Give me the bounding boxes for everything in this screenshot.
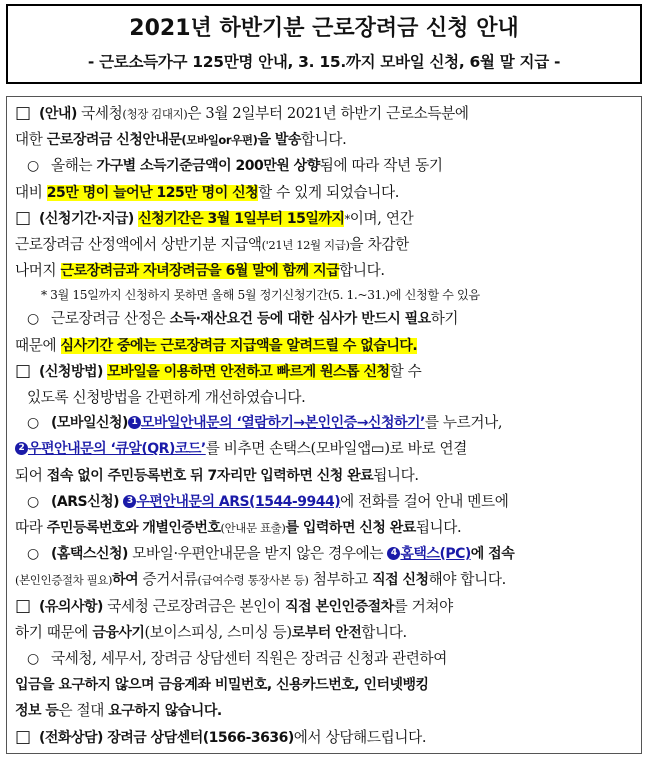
notice-body [6,96,642,754]
circle-bullet-icon: ○ [27,311,39,328]
circle-bullet-icon: ○ [27,415,39,432]
step-3-badge: 3 [123,495,136,508]
call-center-number: 장려금 상담센터(1566-3636) [107,729,294,746]
square-bullet-icon: □ [15,726,31,747]
section-caution: □ (유의사항) 국세청 근로장려금은 본인이 직접 본인인증절차를 거쳐야 하기 때문에 금융사기(보이스피싱, 스미싱 등)로부터 안전합니다. ○ 국세청, 세무서, 장려금 상담센터 직원은 장려금 신청과 관련하여 입금을 요구하지 않으며 금융계좌 비밀번호, 신용카드번호, 인터넷뱅킹 정보 등은 절대 요구하지 않습니다. [15,595,453,720]
qr-code-link[interactable]: 우편안내문의 ‘큐알(QR)코드’ [28,441,206,458]
square-bullet-icon: □ [15,360,31,381]
step-1-badge: 1 [128,416,141,429]
step-2-badge: 2 [15,442,28,455]
app-icon: ▭ [370,440,385,458]
page-title: 2021년 하반기분 근로장려금 신청 안내 [129,16,519,41]
circle-bullet-icon: ○ [27,546,39,563]
hometax-link[interactable]: 홈택스(PC) [400,546,471,563]
circle-bullet-icon: ○ [27,651,39,668]
section-period: □ (신청기간·지급) 신청기간은 3월 1일부터 15일까지*이며, 연간 근로장려금 산정액에서 상반기분 지급액('21년 12월 지급)을 차감한 나머지 근로장려금과 자녀장려금을 6월 말에 함께 지급합니다. * 3월 15일까지 신청하지 못하면 올해 5월 정기신청기간(5. 1.~31.)에 신청할 수 있음 ○ 근로장려금 산정은 소득·재산요건 등에 대한 심사가 반드시 필요하기 때문에 심사기간 중에는 근로장려금 지급액을 알려드릴 수 없습니다. [15,206,633,359]
highlight-review: 심사기간 중에는 근로장려금 지급액을 알려드릴 수 없습니다. [60,337,418,354]
circle-bullet-icon: ○ [27,493,39,510]
square-bullet-icon: □ [15,103,31,123]
ars-phone-link[interactable]: 우편안내문의 ARS(1544-9944) [136,493,341,510]
footnote: * 3월 15일까지 신청하지 못하면 올해 5월 정기신청기간(5. 1.~31.)에 신청할 수 있음 [41,288,480,303]
step-4-badge: 4 [387,547,400,560]
circle-bullet-icon: ○ [27,158,39,175]
square-bullet-icon: □ [15,207,31,228]
highlight-period: 신청기간은 3월 1일부터 15일까지 [138,210,345,227]
highlight-mobile: 모바일을 이용하면 안전하고 빠르게 원스톱 신청 [107,363,390,380]
section-notice: □ (안내) 국세청(청장 김대지)은 3월 2일부터 2021년 하반기 근로소득분에 대한 근로장려금 신청안내문(모바일or우편)을 발송합니다. ○ 올해는 가구별 소득기준금액이 200만원 상향됨에 따라 작년 동기 대비 25만 명이 늘어난 125만 명이 신청할 수 있게 되었습니다. [15,103,469,201]
notice-header [6,4,642,84]
mobile-notice-link[interactable]: 모바일안내문의 ‘열람하기→본인인증→신청하기’ [140,415,425,432]
page-subtitle: - 근로소득가구 125만명 안내, 3. 15.까지 모바일 신청, 6월 말 지급 - [87,53,561,71]
section-phone: □ (전화상담) 장려금 상담센터(1566-3636)에서 상담해드립니다. [15,725,633,751]
section-method: □ (신청방법) 모바일을 이용하면 안전하고 빠르게 원스톱 신청할 수 있도록 신청방법을 간편하게 개선하였습니다. ○ (모바일신청) 1 모바일안내문의 ‘열람하기→본인인증→신청하기’를 누르거나, 2 우편안내문의 ‘큐알(QR)코드’를 비추면 손택스(모바일앱▭)로 바로 연결 되어 접속 없이 주민등록번호 뒤 7자리만 입력하면 신청 완료됩니다. ○ (ARS신청) 3 우편안내문의 ARS(1544-9944)에 전화를 걸어 안내 멘트에 따라 주민등록번호와 개별인증번호(안내문 표출)를 입력하면 신청 완료됩니다. ○ (홈택스신청) 모바일·우편안내문을 받지 않은 경우에는 4 홈택스(PC)에 접속 (본인인증절차 필요)하여 증거서류(급여수령 통장사본 등) 첨부하고 직접 신청해야 합니다. [15,360,515,589]
highlight-payment: 근로장려금과 자녀장려금을 6월 말에 함께 지급 [60,263,340,280]
square-bullet-icon: □ [15,595,31,616]
highlight-applicants: 25만 명이 늘어난 125만 명이 신청 [46,184,259,201]
